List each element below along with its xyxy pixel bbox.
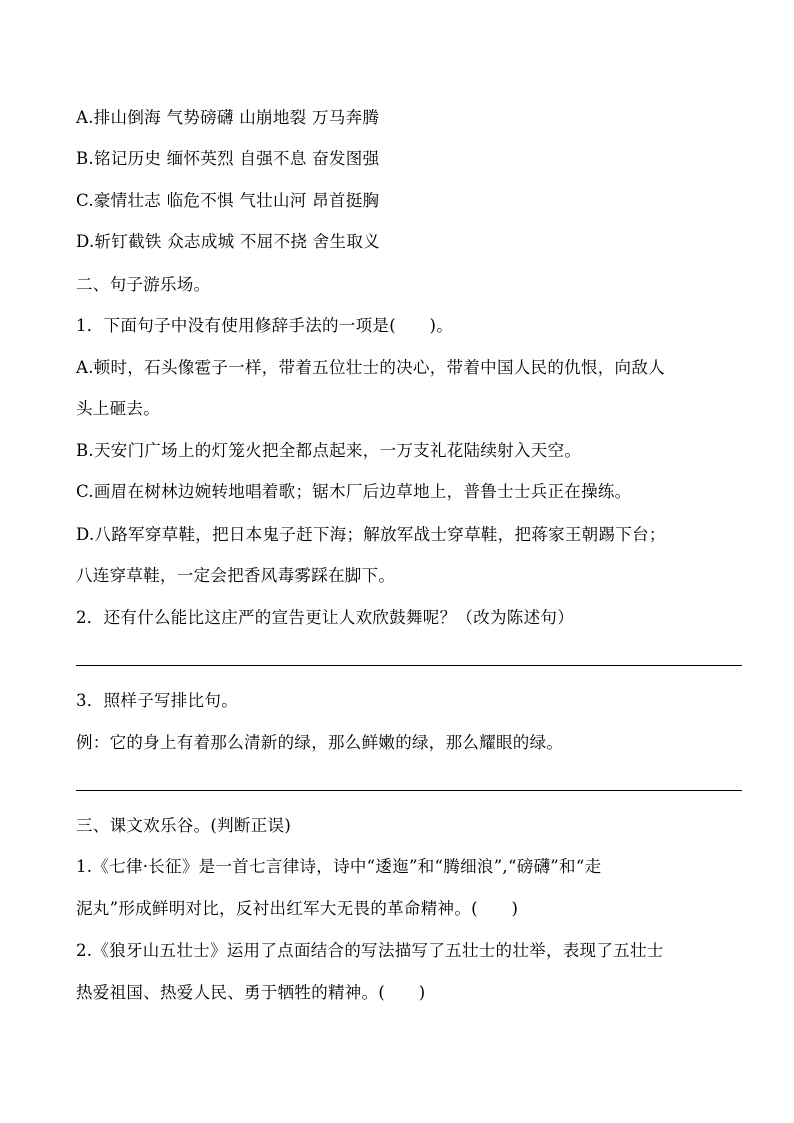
question-3-stem: 3．照样子写排比句。 [76, 691, 238, 710]
question-1-option-d-line1: D.八路军穿草鞋，把日本鬼子赶下海；解放军战士穿草鞋，把蒋家王朝踢下台； [76, 525, 666, 544]
answer-line-2 [76, 790, 742, 791]
section-2-title: 二、句子游乐场。 [76, 275, 211, 294]
section-3-title: 三、课文欢乐谷。(判断正误) [76, 816, 292, 835]
question-1-option-a-line2: 头上砸去。 [76, 399, 160, 418]
judge-2-line2: 热爱祖国、热爱人民、勇于牺牲的精神。( ) [76, 983, 426, 1002]
question-1-option-b: B.天安门广场上的灯笼火把全都点起来，一万支礼花陆续射入天空。 [76, 441, 582, 460]
judge-1-line2: 泥丸”形成鲜明对比，反衬出红军大无畏的革命精神。( ) [76, 899, 519, 918]
question-1-stem: 1．下面句子中没有使用修辞手法的一项是( )。 [76, 316, 454, 335]
question-3-example: 例：它的身上有着那么清新的绿，那么鲜嫩的绿，那么耀眼的绿。 [76, 733, 564, 752]
question-2-stem: 2．还有什么能比这庄严的宣告更让人欢欣鼓舞呢？（改为陈述句） [76, 608, 574, 627]
option-d: D.斩钉截铁 众志成城 不屈不挠 舍生取义 [76, 232, 380, 251]
question-1-option-c: C.画眉在树林边婉转地唱着歌；锯木厂后边草地上，普鲁士士兵正在操练。 [76, 482, 632, 501]
option-c: C.豪情壮志 临危不惧 气壮山河 昂首挺胸 [76, 191, 380, 210]
judge-2-line1: 2.《狼牙山五壮士》运用了点面结合的写法描写了五壮士的壮举，表现了五壮士 [76, 941, 664, 960]
answer-line-1 [76, 665, 742, 666]
option-b: B.铭记历史 缅怀英烈 自强不息 奋发图强 [76, 149, 380, 168]
question-1-option-d-line2: 八连穿草鞋，一定会把香风毒雾踩在脚下。 [76, 566, 396, 585]
question-1-option-a-line1: A.顿时，石头像雹子一样，带着五位壮士的决心，带着中国人民的仇恨，向敌人 [76, 358, 665, 377]
judge-1-line1: 1.《七律·长征》是一首七言律诗，诗中“逶迤”和“腾细浪”,“磅礴”和“走 [76, 857, 602, 876]
option-a: A.排山倒海 气势磅礴 山崩地裂 万马奔腾 [76, 108, 380, 127]
